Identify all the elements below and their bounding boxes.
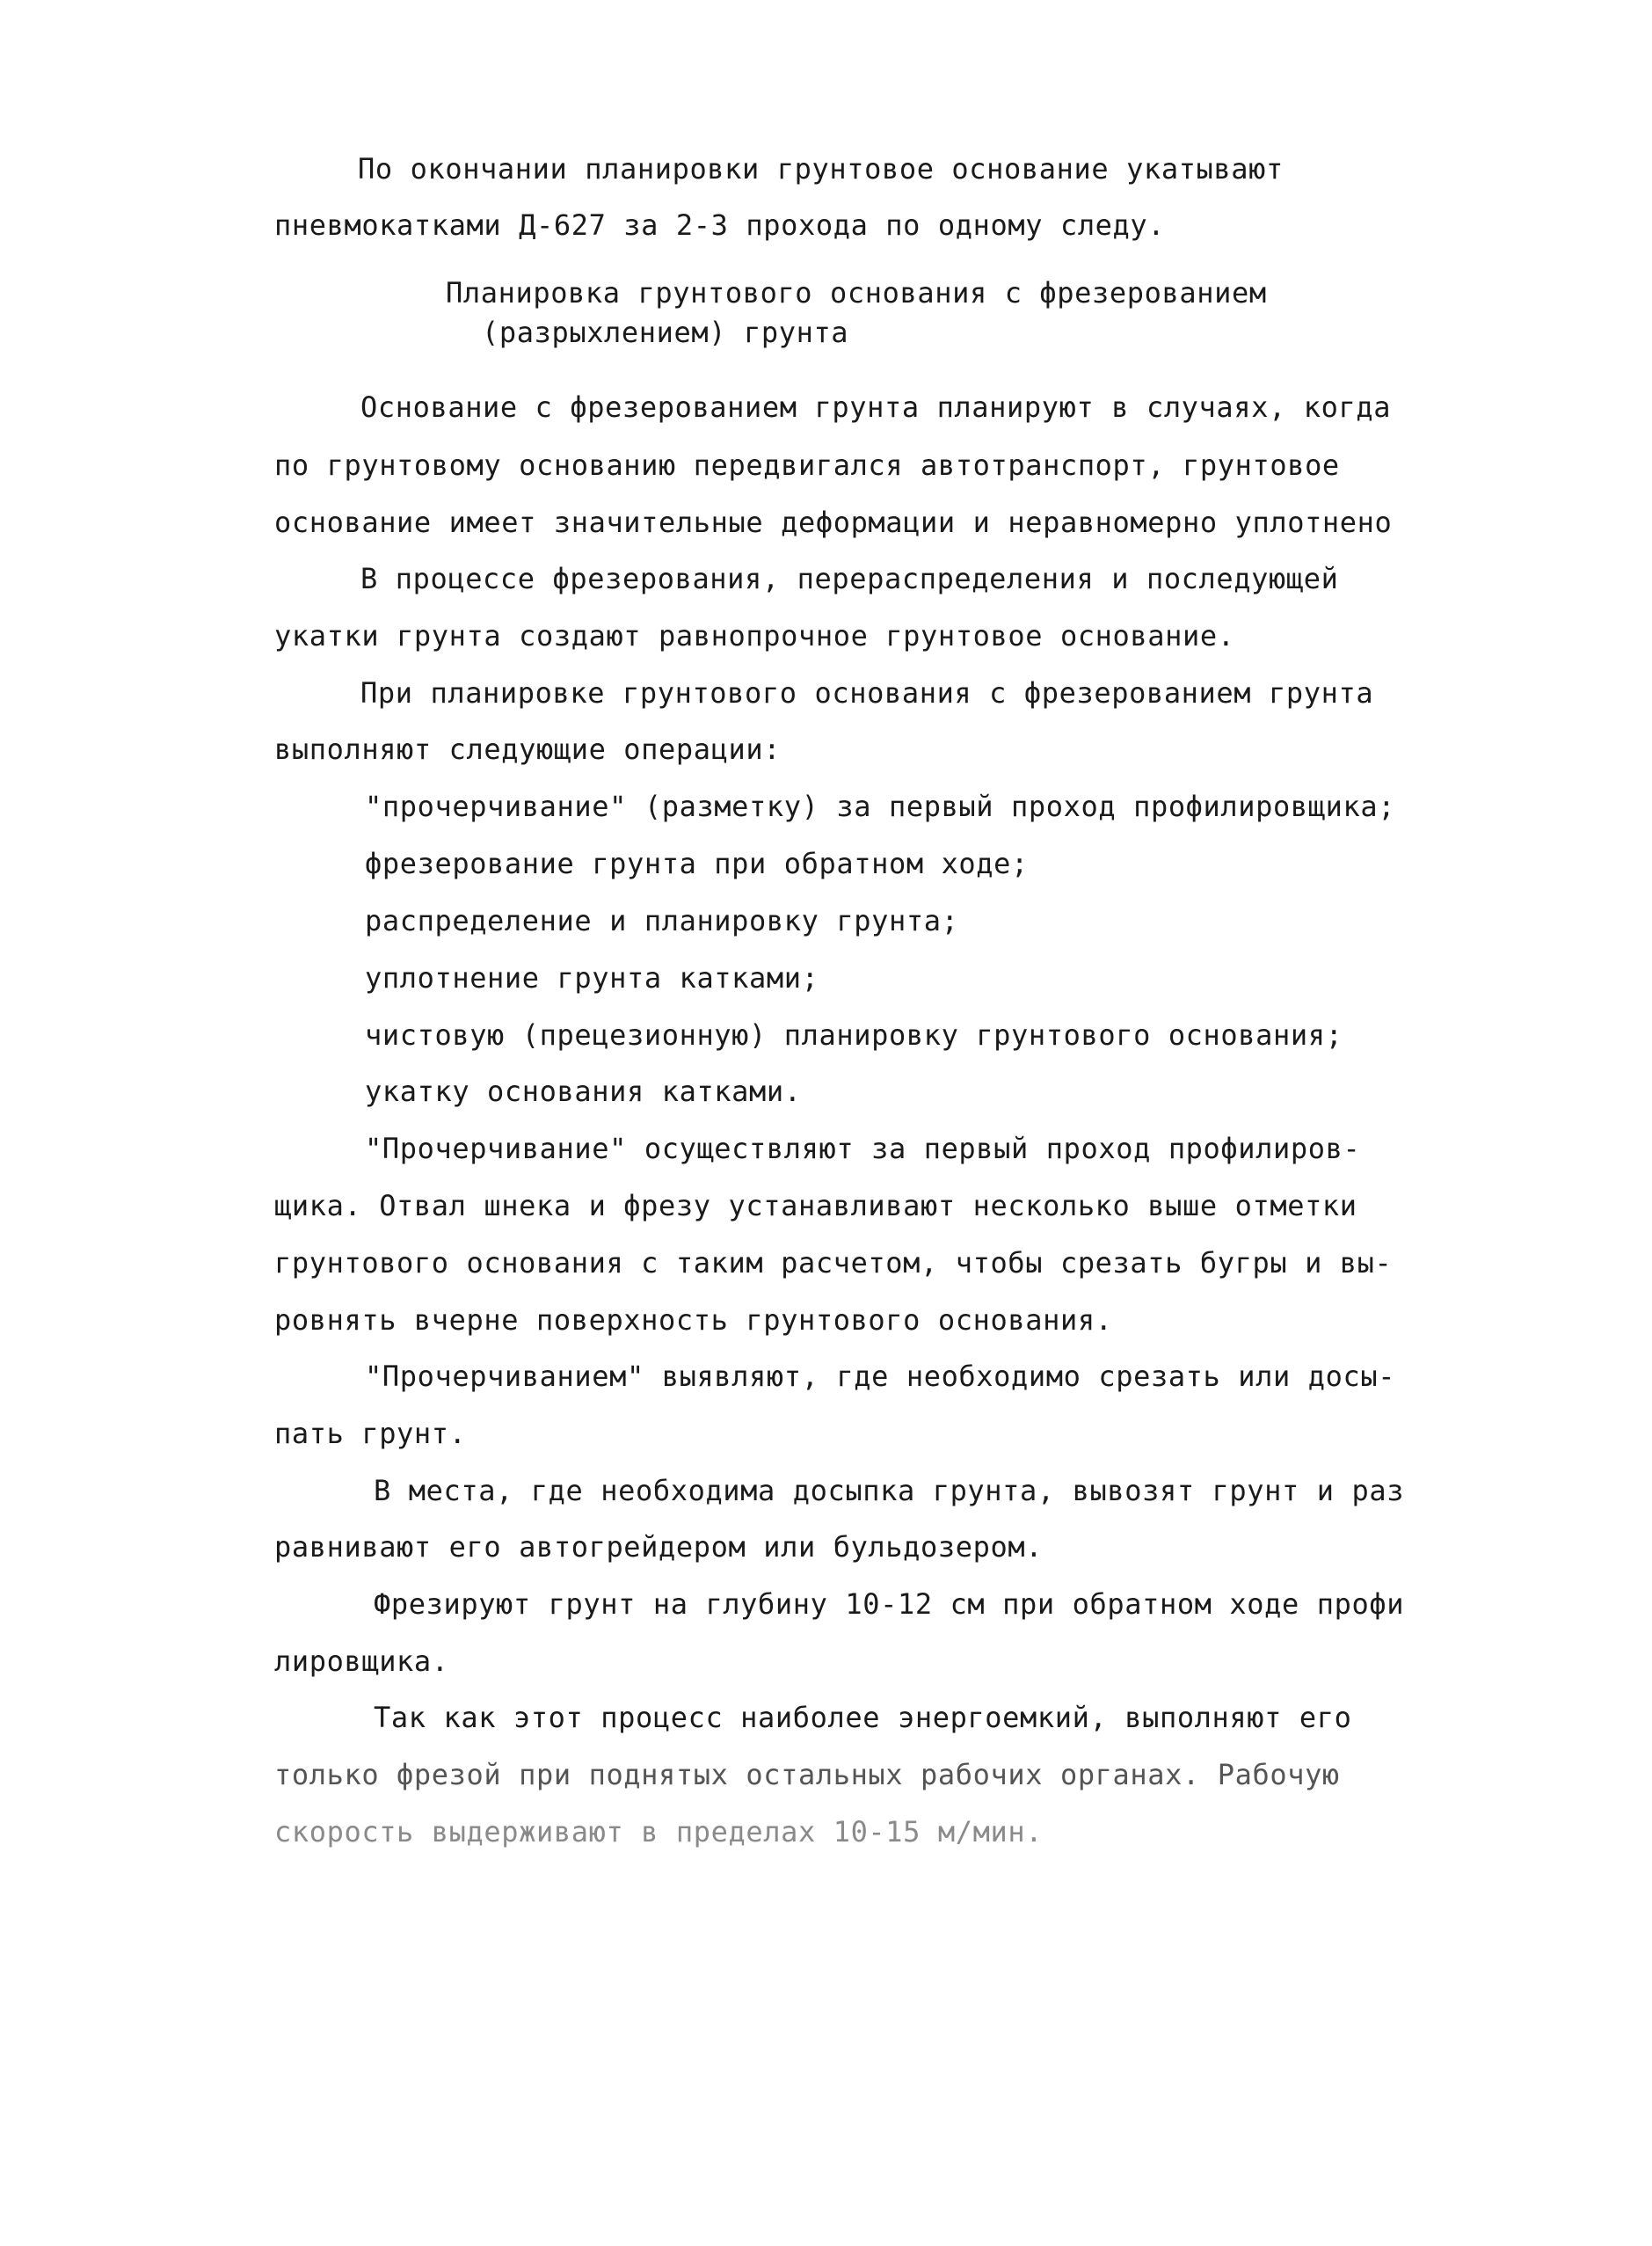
para8-line-3: скорость выдерживают в пределах 10-15 м/мин. bbox=[274, 1815, 1044, 1849]
para1-line-1: Основание с фрезерованием грунта планируют в случаях, когда bbox=[360, 390, 1392, 424]
para6-line-2: равнивают его автогрейдером или бульдозером. bbox=[274, 1530, 1044, 1564]
operation-item: фрезерование грунта при обратном ходе; bbox=[365, 847, 1029, 880]
para7-line-2: лировщика. bbox=[274, 1644, 449, 1678]
para1-line-3: основание имеет значительные деформации и неравномерно уплотнено bbox=[274, 506, 1393, 539]
operation-item: укатку основания катками. bbox=[365, 1075, 802, 1108]
para2-line-2: укатки грунта создают равнопрочное грунтовое основание. bbox=[274, 619, 1235, 653]
para4-line-2: щика. Отвал шнека и фрезу устанавливают несколько выше отметки bbox=[274, 1189, 1357, 1222]
operation-item: уплотнение грунта катками; bbox=[365, 961, 819, 995]
para3-line-1: При планировке грунтового основания с фрезерованием грунта bbox=[360, 676, 1374, 710]
intro-line-2: пневмокатками Д-627 за 2-3 прохода по одному следу. bbox=[274, 208, 1166, 242]
para5-line-2: пать грунт. bbox=[274, 1417, 467, 1450]
operation-item: распределение и планировку грунта; bbox=[365, 904, 959, 937]
intro-line-1: По окончании планировки грунтовое основание укатывают bbox=[358, 152, 1284, 186]
para4-line-1: "Прочерчивание" осуществляют за первый проход профилиров- bbox=[365, 1132, 1361, 1165]
section-heading-line-1: Планировка грунтового основания с фрезерованием bbox=[446, 276, 1267, 310]
para4-line-4: ровнять вчерне поверхность грунтового основания. bbox=[274, 1303, 1113, 1337]
para2-line-1: В процессе фрезерования, перераспределения и последующей bbox=[360, 562, 1339, 595]
para8-line-1: Так как этот процесс наиболее энергоемкий, выполняют его bbox=[374, 1701, 1352, 1734]
para1-line-2: по грунтовому основанию передвигался автотранспорт, грунтовое bbox=[274, 448, 1340, 482]
para5-line-1: "Прочерчиванием" выявляют, где необходимо срезать или досы- bbox=[365, 1360, 1396, 1393]
para6-line-1: В места, где необходима досыпка грунта, вывозят грунт и раз bbox=[374, 1474, 1405, 1507]
section-heading-line-2: (разрыхлением) грунта bbox=[482, 316, 849, 349]
para3-line-2: выполняют следующие операции: bbox=[274, 733, 782, 766]
para8-line-2: только фрезой при поднятых остальных рабочих органах. Рабочую bbox=[274, 1758, 1340, 1791]
para4-line-3: грунтового основания с таким расчетом, чтобы срезать бугры и вы- bbox=[274, 1246, 1393, 1280]
operation-item: "прочерчивание" (разметку) за первый проход профилировщика; bbox=[365, 790, 1396, 823]
operation-item: чистовую (прецезионную) планировку грунтового основания; bbox=[365, 1018, 1343, 1052]
para7-line-1: Фрезируют грунт на глубину 10-12 см при обратном ходе профи bbox=[374, 1587, 1405, 1621]
